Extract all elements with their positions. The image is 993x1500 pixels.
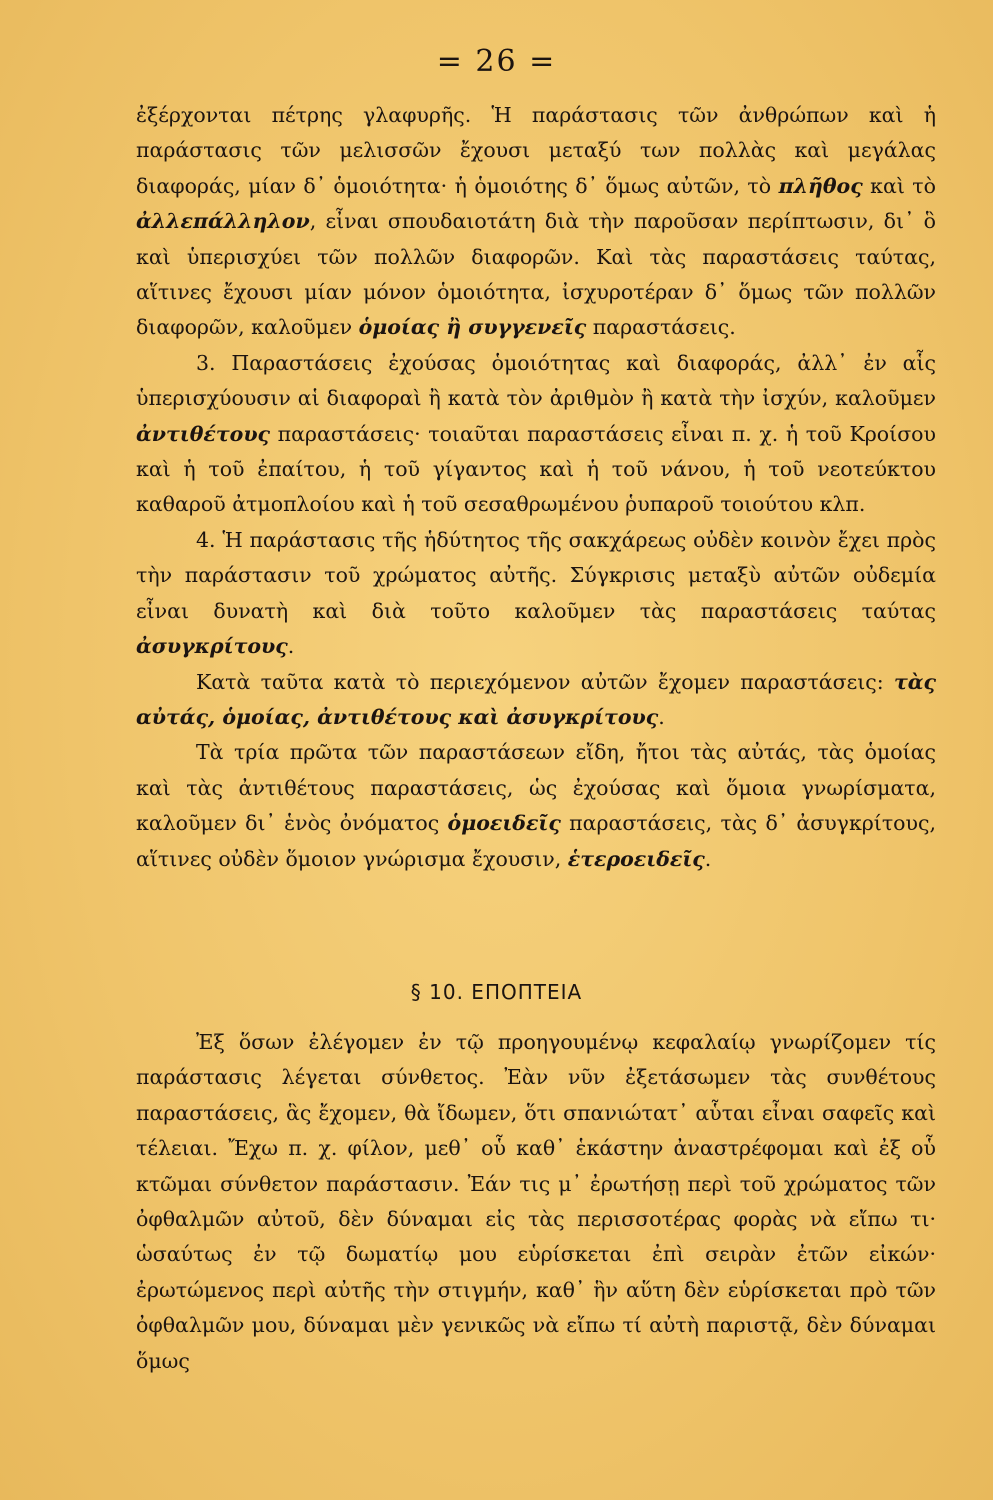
emphasized-term: τὰς αὐτάς, ὁμοίας, ἀντιθέτους καὶ ἀσυγκρίτους (136, 669, 936, 729)
emphasized-term: ἀλλεπάλληλον (136, 209, 310, 234)
emphasized-term: ὁμοειδεῖς (447, 811, 561, 836)
text-run: . (287, 634, 295, 659)
paragraph (136, 523, 936, 665)
text-run: παραστάσεις· τοιαῦται παραστάσεις εἶναι π. χ. ἡ τοῦ Κροίσου καὶ ἡ τοῦ ἐπαίτου, ἡ τοῦ γίγαντος καὶ ἡ τοῦ νάνου, ἡ τοῦ νεοτεύκτου καθαροῦ ἀτμοπλοίου καὶ ἡ τοῦ σεσαθρωμένου ῥυπαροῦ τοιούτου κλπ. (136, 421, 936, 517)
text-run: . (658, 704, 665, 729)
text-run: ἐξέρχονται πέτρης γλαφυρῆς. Ἡ παράστασις τῶν ἀνθρώπων καὶ ἡ παράστασις τῶν μελισσῶν ἔχουσι μεταξύ των πολλὰς καὶ μεγάλας διαφοράς, μίαν δ᾽ ὁμοιότητα· ἡ ὁμοιότης δ᾽ ὅμως αὐτῶν, τὸ (136, 103, 936, 198)
text-run: Τὰ τρία πρῶτα τῶν παραστάσεων εἴδη, ἤτοι τὰς αὐτάς, τὰς ὁμοίας καὶ τὰς ἀντιθέτους παραστάσεις, ὡς ἐχούσας καὶ ὅμοια γνωρίσματα, καλοῦμεν δι᾽ ἑνὸς ὀνόματος (136, 740, 936, 836)
emphasized-term: ἀντιθέτους (136, 421, 271, 446)
emphasized-term: ὁμοίας ἢ συγγενεῖς (358, 315, 587, 340)
text-block-lower (136, 1025, 936, 1379)
text-run: Κατὰ ταῦτα κατὰ τὸ περιεχόμενον αὐτῶν ἔχομεν παραστάσεις: (196, 669, 894, 694)
text-block-upper (136, 98, 936, 877)
text-run: παραστάσεις. (586, 315, 736, 340)
text-run: Ἐξ ὅσων ἐλέγομεν ἐν τῷ προηγουμένῳ κεφαλαίῳ γνωρίζομεν τίς παράστασις λέγεται σύνθετος. Ἐὰν νῦν ἐξετάσωμεν τὰς συνθέτους παραστάσεις, ἃς ἔχομεν, θὰ ἴδωμεν, ὅτι σπανιώτατ᾽ αὗται εἶναι σαφεῖς καὶ τέλειαι. Ἔχω π. χ. φίλον, μεθ᾽ οὗ καθ᾽ ἑκάστην ἀναστρέφομαι καὶ ἐξ οὗ κτῶμαι σύνθετον παράστασιν. Ἐάν τις μ᾽ ἐρωτήσῃ περὶ τοῦ χρώματος τῶν ὀφθαλμῶν αὐτοῦ, δὲν δύναμαι εἰς τὰς περισσοτέρας φορὰς νὰ εἴπω τι· ὡσαύτως ἐν τῷ δωματίῳ μου εὑρίσκεται ἐπὶ σειρὰν ἐτῶν εἰκών· ἐρωτώμενος περὶ αὐτῆς τὴν στιγμήν, καθ᾽ ἣν αὕτη δὲν εὑρίσκεται πρὸ τῶν ὀφθαλμῶν μου, δύναμαι μὲν γενικῶς νὰ εἴπω τί αὐτὴ παριστᾷ, δὲν δύναμαι ὅμως (136, 1030, 936, 1373)
emphasized-term: πλῆθος (778, 173, 863, 198)
paragraph (136, 735, 936, 877)
paragraph (136, 1025, 936, 1379)
text-run: παραστάσεις, τὰς δ᾽ ἀσυγκρίτους, αἵτινες οὐδὲν ὅμοιον γνώρισμα ἔχουσιν, (136, 811, 936, 871)
emphasized-term: ἀσυγκρίτους (136, 634, 288, 659)
paragraph (136, 346, 936, 523)
text-run: . (704, 846, 712, 871)
paragraph (136, 98, 936, 346)
emphasized-term: ἑτεροειδεῖς (567, 846, 705, 871)
text-run: , εἶναι σπουδαιοτάτη διὰ τὴν παροῦσαν περίπτωσιν, δι᾽ ὃ καὶ ὑπερισχύει τῶν πολλῶν διαφορῶν. Καὶ τὰς παραστάσεις ταύτας, αἵτινες ἔχουσι μίαν μόνον ὁμοιότητα, ἰσχυροτέραν δ᾽ ὅμως τῶν πολλῶν διαφορῶν, καλοῦμεν (136, 209, 936, 340)
text-run: καὶ τὸ (862, 173, 936, 198)
page-number: = 26 = (436, 44, 557, 79)
text-run: 4. Ἡ παράστασις τῆς ἡδύτητος τῆς σακχάρεως οὐδὲν κοινὸν ἔχει πρὸς τὴν παράστασιν τοῦ χρώματος αὐτῆς. Σύγκρισις μεταξὺ αὐτῶν οὐδεμία εἶναι δυνατὴ καὶ διὰ τοῦτο καλοῦμεν τὰς παραστάσεις ταύτας (136, 527, 936, 623)
text-run: 3. Παραστάσεις ἐχούσας ὁμοιότητας καὶ διαφοράς, ἀλλ᾽ ἐν αἷς ὑπερισχύουσιν αἱ διαφοραὶ ἢ κατὰ τὸν ἀριθμὸν ἢ κατὰ τὴν ἰσχύν, καλοῦμεν (136, 350, 936, 411)
paragraph (136, 665, 936, 736)
section-heading: § 10. ΕΠΟΠΤΕΙΑ (410, 980, 583, 1004)
